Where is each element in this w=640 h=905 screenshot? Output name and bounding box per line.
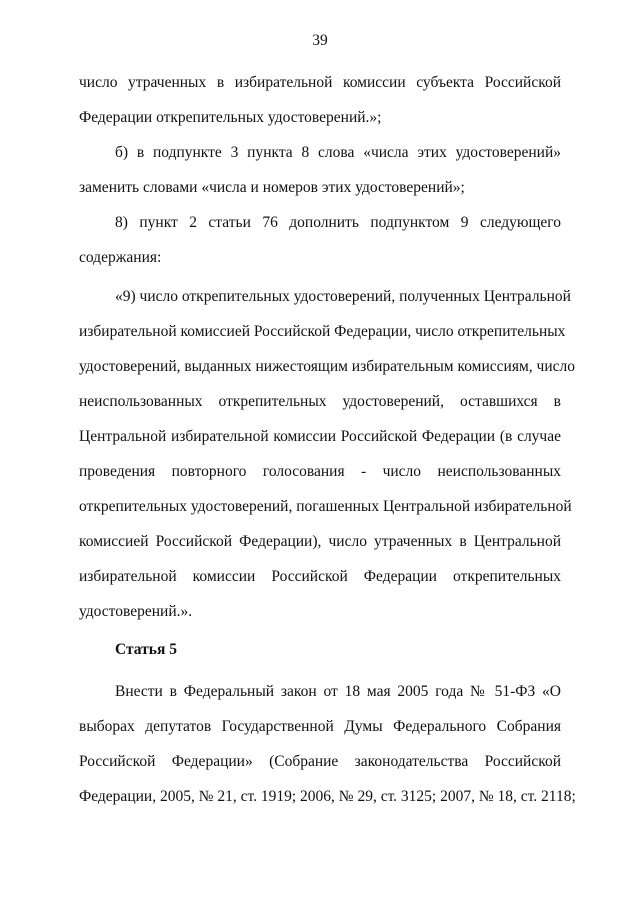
- paragraph-item-8: [79, 213, 561, 283]
- text-line: проведения повторного голосования - число неиспользованных: [79, 463, 561, 480]
- text-line: Федерации, 2005, № 21, ст. 1919; 2006, № 29, ст. 3125; 2007, № 18, ст. 2118;: [79, 788, 576, 805]
- text-line: выборах депутатов Государственной Думы Федерального Собрания: [79, 718, 561, 735]
- text-line: удостоверений, выданных нижестоящим избирательным комиссиям, число: [79, 358, 575, 375]
- text-line: Внести в Федеральный закон от 18 мая 2005 года № 51-ФЗ «О: [115, 683, 561, 700]
- text-line: удостоверений.».: [79, 603, 193, 620]
- text-line: комиссией Российской Федерации), число утраченных в Центральной: [79, 533, 561, 550]
- text-line: заменить словами «числа и номеров этих удостоверений»;: [79, 179, 465, 196]
- text-line: открепительных удостоверений, погашенных Центральной избирательной: [79, 498, 572, 515]
- page-number: 39: [312, 32, 328, 49]
- text-line: б) в подпункте 3 пункта 8 слова «числа этих удостоверений»: [115, 144, 561, 161]
- text-line: 8) пункт 2 статьи 76 дополнить подпунктом 9 следующего: [115, 214, 561, 231]
- text-line: избирательной комиссии Российской Федерации открепительных: [79, 568, 561, 585]
- text-line: число утраченных в избирательной комиссии субъекта Российской: [79, 74, 561, 91]
- text-line: «9) число открепительных удостоверений, полученных Центральной: [115, 288, 571, 305]
- text-line: Российской Федерации» (Собрание законодательства Российской: [79, 753, 561, 770]
- paragraph-article-5: [79, 682, 576, 822]
- paragraph-quoted-item-9: [79, 287, 575, 637]
- text-line: Центральной избирательной комиссии Российской Федерации (в случае: [79, 428, 561, 445]
- text-line: избирательной комиссией Российской Федерации, число открепительных: [79, 323, 566, 340]
- article-heading: Статья 5: [115, 641, 177, 658]
- text-line: Федерации открепительных удостоверений.»;: [79, 109, 382, 126]
- text-line: неиспользованных открепительных удостоверений, оставшихся в: [79, 393, 561, 410]
- paragraph-continuation: [79, 73, 561, 143]
- text-line: содержания:: [79, 249, 162, 266]
- paragraph-subitem-b: [79, 143, 561, 213]
